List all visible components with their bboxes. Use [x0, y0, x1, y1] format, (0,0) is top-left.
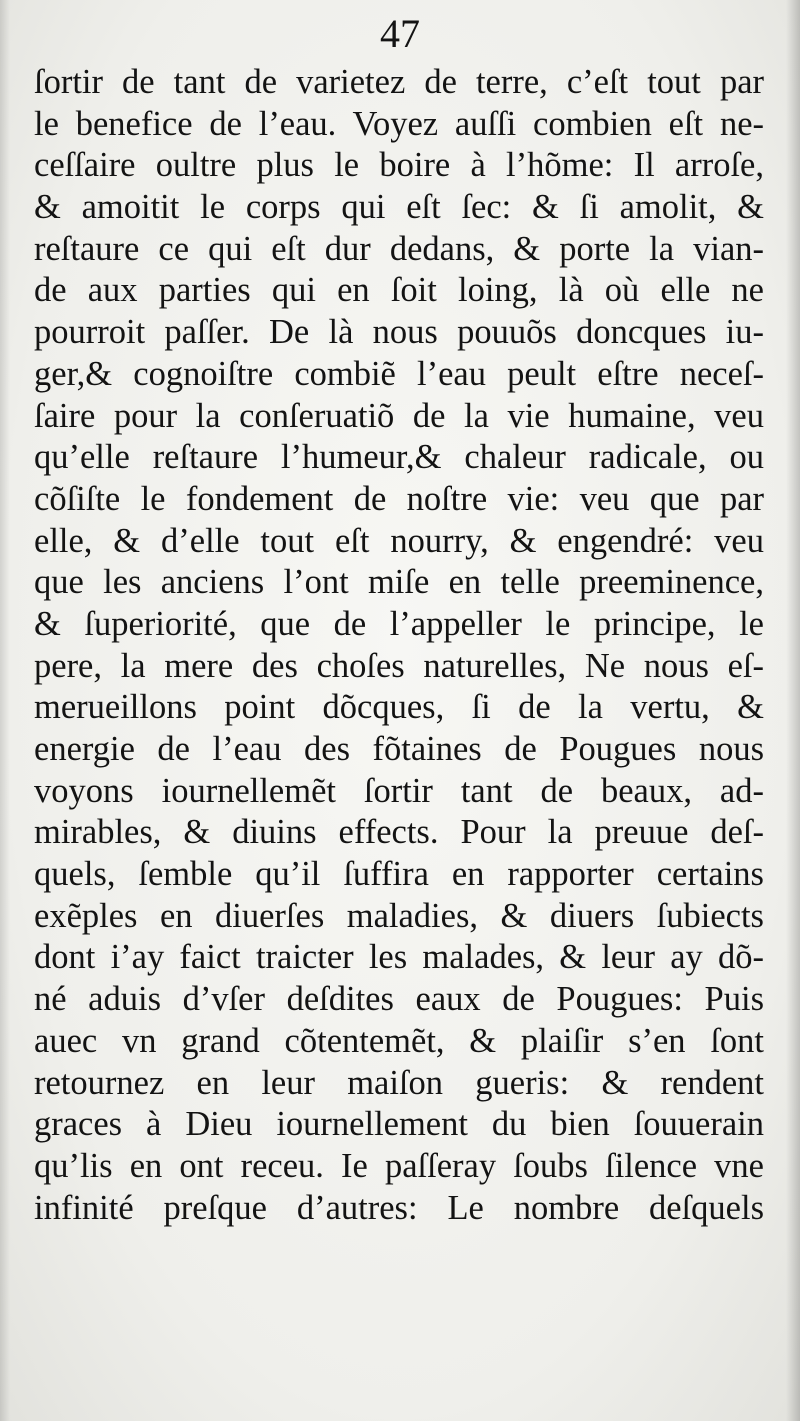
text-line: reſtaure ce qui eſt dur dedans, & porte la vian-	[34, 229, 764, 268]
text-line: & ſuperiorité, que de l’appeller le principe, le	[34, 604, 764, 643]
text-line: de aux parties qui en ſoit loing, là où elle ne	[34, 271, 764, 310]
text-line: ger,& cognoiſtre combiẽ l’eau peult eſtre neceſ-	[34, 354, 764, 393]
text-line: qu’lis en ont receu. Ie paſſeray ſoubs ſilence vne	[34, 1146, 764, 1185]
text-line: que les anciens l’ont miſe en telle preeminence,	[34, 563, 764, 602]
text-line: merueillons point dõcques, ſi de la vertu, &	[34, 688, 764, 727]
text-line: qu’elle reſtaure l’humeur,& chaleur radicale, ou	[34, 438, 764, 477]
text-line: ceſſaire oultre plus le boire à l’hõme: Il arroſe,	[34, 146, 764, 185]
text-line: voyons iournellemẽt ſortir tant de beaux, ad-	[34, 771, 764, 810]
page-text-body	[34, 62, 764, 1229]
page-left-edge-shadow	[0, 0, 10, 1421]
text-line: quels, ſemble qu’il ſuffira en rapporter certains	[34, 855, 764, 894]
text-line: dont i’ay faict traicter les malades, & leur ay dõ-	[34, 938, 764, 977]
text-line: pourroit paſſer. De là nous pouuõs doncques iu-	[34, 313, 764, 352]
text-line: ſaire pour la conſeruatiõ de la vie humaine, veu	[34, 396, 764, 435]
text-line: energie de l’eau des fõtaines de Pougues nous	[34, 730, 764, 768]
text-line: infinité preſque d’autres: Le nombre deſquels	[34, 1188, 764, 1227]
page-number: 47	[380, 11, 420, 56]
text-line: retournez en leur maiſon gueris: & rendent	[34, 1063, 764, 1102]
text-line: pere, la mere des choſes naturelles, Ne nous eſ-	[34, 646, 764, 685]
text-line: le benefice de l’eau. Voyez auſſi combien eſt ne-	[34, 104, 764, 143]
text-line: auec vn grand cõtentemẽt, & plaiſir s’en ſont	[34, 1021, 764, 1060]
text-line: cõſiſte le fondement de noſtre vie: veu que par	[34, 479, 764, 518]
text-line: graces à Dieu iournellement du bien ſouuerain	[34, 1105, 764, 1144]
text-line: elle, & d’elle tout eſt nourry, & engendré: veu	[34, 521, 764, 560]
page-gutter-shadow	[786, 0, 800, 1421]
text-line: mirables, & diuins effects. Pour la preuue deſ-	[34, 813, 764, 852]
text-line: exẽples en diuerſes maladies, & diuers ſubiects	[34, 896, 764, 935]
text-line: & amoitit le corps qui eſt ſec: & ſi amolit, &	[34, 188, 764, 227]
text-line: né aduis d’vſer deſdites eaux de Pougues: Puis	[34, 980, 764, 1019]
text-line: ſortir de tant de varietez de terre, c’eſt tout par	[34, 63, 764, 101]
